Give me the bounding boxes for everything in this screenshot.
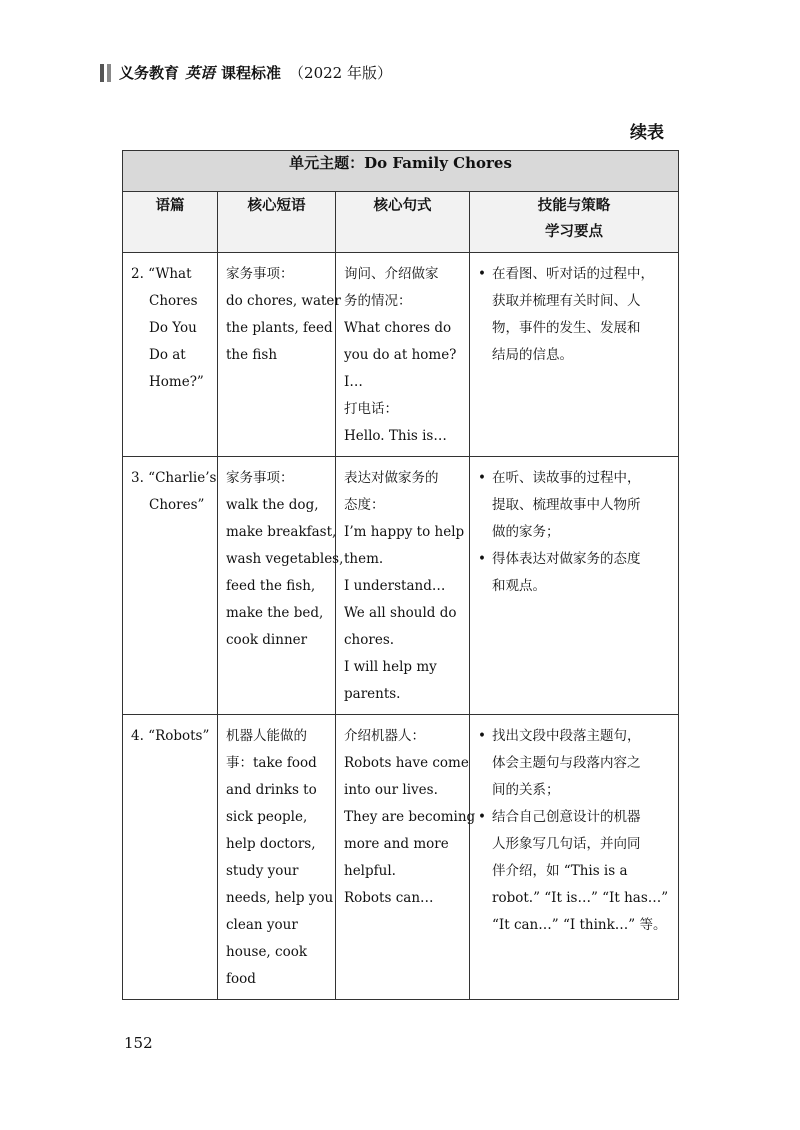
text-title-cell <box>123 253 218 457</box>
core-patterns-cell-line: 介绍机器人： <box>344 728 425 744</box>
core-patterns-cell-line: you do at home? <box>344 347 457 363</box>
unit-theme: 单元主题：Do Family Chores <box>123 151 679 192</box>
learning-point-bullet <box>478 465 672 546</box>
core-patterns-cell-line: 询问、介绍做家 <box>344 266 439 282</box>
core-phrases-cell-line: study your <box>226 863 299 879</box>
core-patterns-cell <box>336 457 470 715</box>
table-row <box>123 253 679 457</box>
curriculum-table <box>122 150 679 1000</box>
core-patterns-cell <box>336 253 470 457</box>
text-title-cell-line: Chores <box>149 293 198 309</box>
core-phrases-cell-line: 家务事项： <box>226 266 294 282</box>
learning-point-line: • 找出文段中段落主题句， <box>492 728 641 744</box>
learning-points-cell <box>470 457 679 715</box>
learning-point-bullet <box>478 546 672 600</box>
core-patterns-cell-line: into our lives. <box>344 782 438 798</box>
core-phrases-cell-line: make breakfast, <box>226 524 337 540</box>
core-patterns-cell-line: Hello. This is… <box>344 428 447 444</box>
core-phrases-cell-line: wash vegetables, <box>226 551 344 567</box>
core-patterns-cell-line: chores. <box>344 632 395 648</box>
learning-points-cell <box>470 715 679 1000</box>
core-phrases-cell-line: do chores, water <box>226 293 341 309</box>
text-title-cell-line: Do You <box>149 320 197 336</box>
core-phrases-cell-line: needs, help you <box>226 890 334 906</box>
core-patterns-cell-line: We all should do <box>344 605 457 621</box>
column-header-points-line: 学习要点 <box>545 223 604 240</box>
text-title-cell-line: 3. “Charlie’s <box>131 470 217 486</box>
learning-point-bullet <box>478 804 672 939</box>
core-patterns-cell-line: 态度： <box>344 497 385 513</box>
table-row <box>123 715 679 1000</box>
text-title-cell <box>123 457 218 715</box>
learning-point-line: • 在听、读故事的过程中， <box>492 470 641 486</box>
core-patterns-cell-line: I… <box>344 374 363 390</box>
core-patterns-cell-line: Robots have come <box>344 755 469 771</box>
core-phrases-cell-line: house, cook <box>226 944 308 960</box>
header-subject: 英语 <box>185 64 216 82</box>
learning-point-line: 间的关系； <box>492 782 560 798</box>
learning-point-line: 体会主题句与段落内容之 <box>492 755 641 771</box>
core-phrases-cell-line: 事：take food <box>226 755 317 771</box>
core-patterns-cell-line: helpful. <box>344 863 396 879</box>
core-phrases-cell <box>218 253 341 457</box>
learning-point-line: • 在看图、听对话的过程中， <box>492 266 654 282</box>
text-title-cell-line: 4. “Robots” <box>131 728 210 744</box>
page-number: 152 <box>124 1034 153 1052</box>
column-header-skills <box>470 192 679 253</box>
core-patterns-cell-line: parents. <box>344 686 401 702</box>
core-phrases-cell-line: sick people, <box>226 809 308 825</box>
learning-point-line: “It can…” “I think…” 等。 <box>492 917 667 933</box>
core-phrases-cell-line: 机器人能做的 <box>226 728 307 744</box>
core-patterns-cell-line: Robots can… <box>344 890 434 906</box>
core-phrases-cell <box>218 715 336 1000</box>
core-phrases-cell-line: feed the fish, <box>226 578 316 594</box>
learning-point-line: 人形象写几句话，并向同 <box>492 836 641 852</box>
core-phrases-cell <box>218 457 344 715</box>
text-title-cell-line: 2. “What <box>131 266 192 282</box>
learning-point-line: 伴介绍，如 “This is a <box>492 863 628 879</box>
text-title-cell-line: Do at <box>149 347 186 363</box>
text-title-cell-line: Home?” <box>149 374 204 390</box>
learning-point-line: 获取并梳理有关时间、人 <box>492 293 641 309</box>
column-header-row <box>123 192 679 253</box>
learning-point-line: robot.” “It is…” “It has…” <box>492 890 669 906</box>
learning-point-line: • 结合自己创意设计的机器 <box>492 809 641 825</box>
core-phrases-cell-line: 家务事项： <box>226 470 294 486</box>
core-patterns-cell-line: I will help my <box>344 659 437 675</box>
column-header-patterns: 核心句式 <box>336 192 470 253</box>
learning-point-line: 提取、梳理故事中人物所 <box>492 497 641 513</box>
column-header-skills-line: 技能与策略 <box>537 197 611 214</box>
learning-point-line: • 得体表达对做家务的态度 <box>492 551 641 567</box>
core-phrases-cell-line: the fish <box>226 347 278 363</box>
learning-point-line: 物，事件的发生、发展和 <box>492 320 641 336</box>
column-header-text: 语篇 <box>123 192 218 253</box>
core-patterns-cell-line: more and more <box>344 836 449 852</box>
core-patterns-cell-line: 务的情况： <box>344 293 412 309</box>
header-title-part2: 课程标准 <box>221 64 282 82</box>
core-phrases-cell-line: the plants, feed <box>226 320 333 336</box>
core-phrases-cell-line: cook dinner <box>226 632 308 648</box>
running-header <box>100 62 392 83</box>
learning-point-line: 和观点。 <box>492 578 546 594</box>
learning-point-line: 做的家务； <box>492 524 560 540</box>
core-phrases-cell-line: make the bed, <box>226 605 324 621</box>
theme-row <box>123 151 679 192</box>
header-title-part1: 义务教育 <box>119 64 180 82</box>
core-patterns-cell-line: I’m happy to help <box>344 524 465 540</box>
core-patterns-cell-line: 表达对做家务的 <box>344 470 439 486</box>
header-bars-decoration <box>100 64 111 82</box>
learning-point-bullet <box>478 723 672 804</box>
text-title-cell-line: Chores” <box>149 497 205 513</box>
core-patterns-cell-line: them. <box>344 551 384 567</box>
core-phrases-cell-line: food <box>226 971 256 987</box>
core-phrases-cell-line: help doctors, <box>226 836 316 852</box>
table-row <box>123 457 679 715</box>
core-patterns-cell-line: What chores do <box>344 320 452 336</box>
core-phrases-cell-line: clean your <box>226 917 298 933</box>
column-header-phrases: 核心短语 <box>218 192 336 253</box>
continued-label: 续表 <box>630 123 664 143</box>
core-patterns-cell-line: 打电话： <box>344 401 398 417</box>
core-patterns-cell <box>336 715 476 1000</box>
core-phrases-cell-line: and drinks to <box>226 782 317 798</box>
learning-point-line: 结局的信息。 <box>492 347 573 363</box>
core-phrases-cell-line: walk the dog, <box>226 497 319 513</box>
core-patterns-cell-line: They are becoming <box>344 809 476 825</box>
table-body <box>123 253 679 1000</box>
header-edition: （2022 年版） <box>289 64 392 82</box>
learning-point-bullet <box>478 261 672 369</box>
core-patterns-cell-line: I understand… <box>344 578 446 594</box>
learning-points-cell <box>470 253 679 457</box>
text-title-cell <box>123 715 218 1000</box>
